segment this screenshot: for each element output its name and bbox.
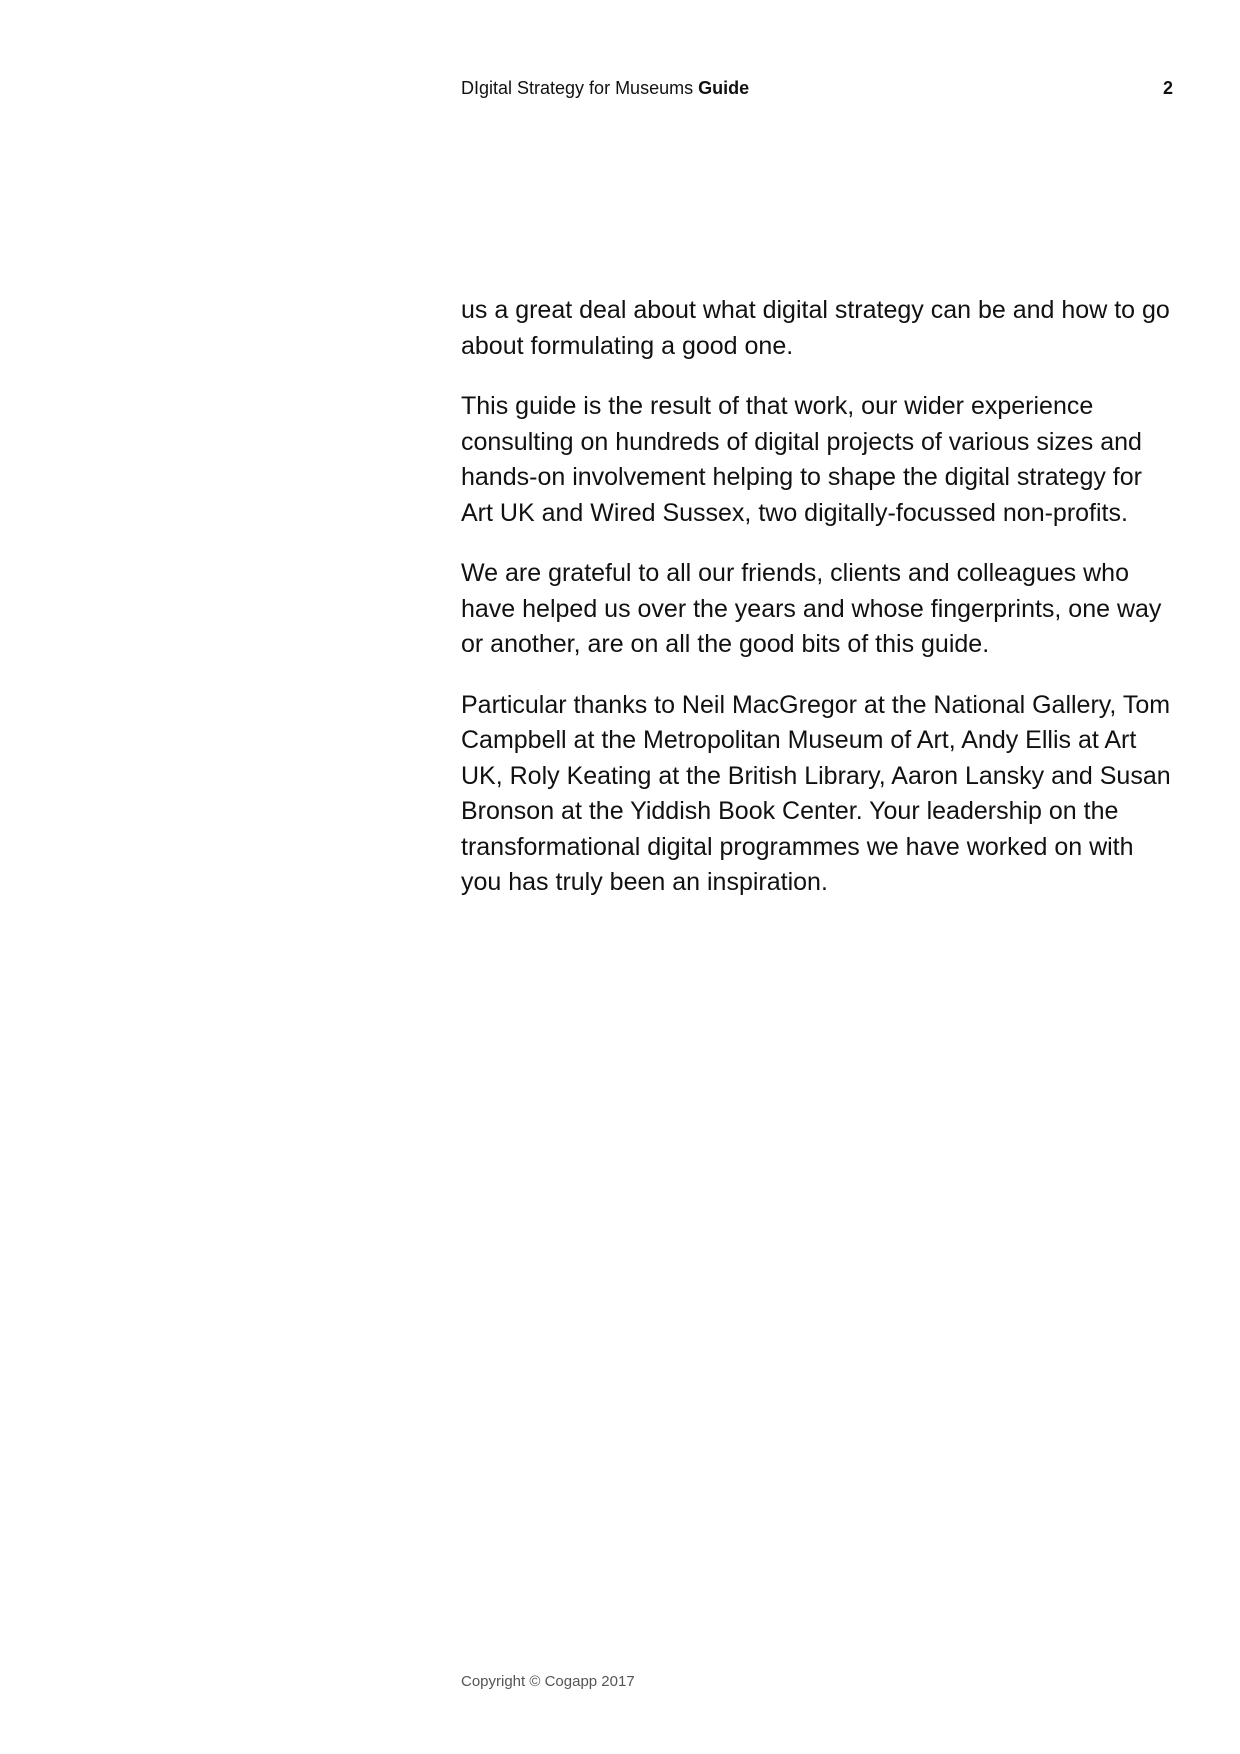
document-title	[461, 74, 749, 102]
paragraph-1: us a great deal about what digital strategy can be and how to go about formulating a good one.	[461, 296, 1170, 360]
paragraph-2: This guide is the result of that work, our wider experience consulting on hundreds of digital projects of various sizes and hands-on involvement helping to shape the digital strategy for Art UK and Wired Sussex, two digitally-focussed non-profits.	[461, 392, 1142, 527]
page-number: 2	[1162, 78, 1173, 98]
document-title-bold: Guide	[698, 78, 750, 98]
document-title-regular: DIgital Strategy for Museums	[461, 78, 694, 98]
paragraph-4: Particular thanks to Neil MacGregor at the National Gallery, Tom Campbell at the Metropolitan Museum of Art, Andy Ellis at Art UK, Roly Keating at the British Library, Aaron Lansky and Susan Bronson at the Yiddish Book Center. Your leadership on the transformational digital programmes we have worked on with you has truly been an inspiration.	[461, 690, 1171, 896]
copyright-footer: Copyright © Cogapp 2017	[461, 1673, 635, 1690]
page-header	[461, 74, 1173, 102]
body-text	[461, 293, 1177, 926]
paragraph-3: We are grateful to all our friends, clients and colleagues who have helped us over the years and whose fingerprints, one way or another, are on all the good bits of this guide.	[461, 559, 1162, 658]
